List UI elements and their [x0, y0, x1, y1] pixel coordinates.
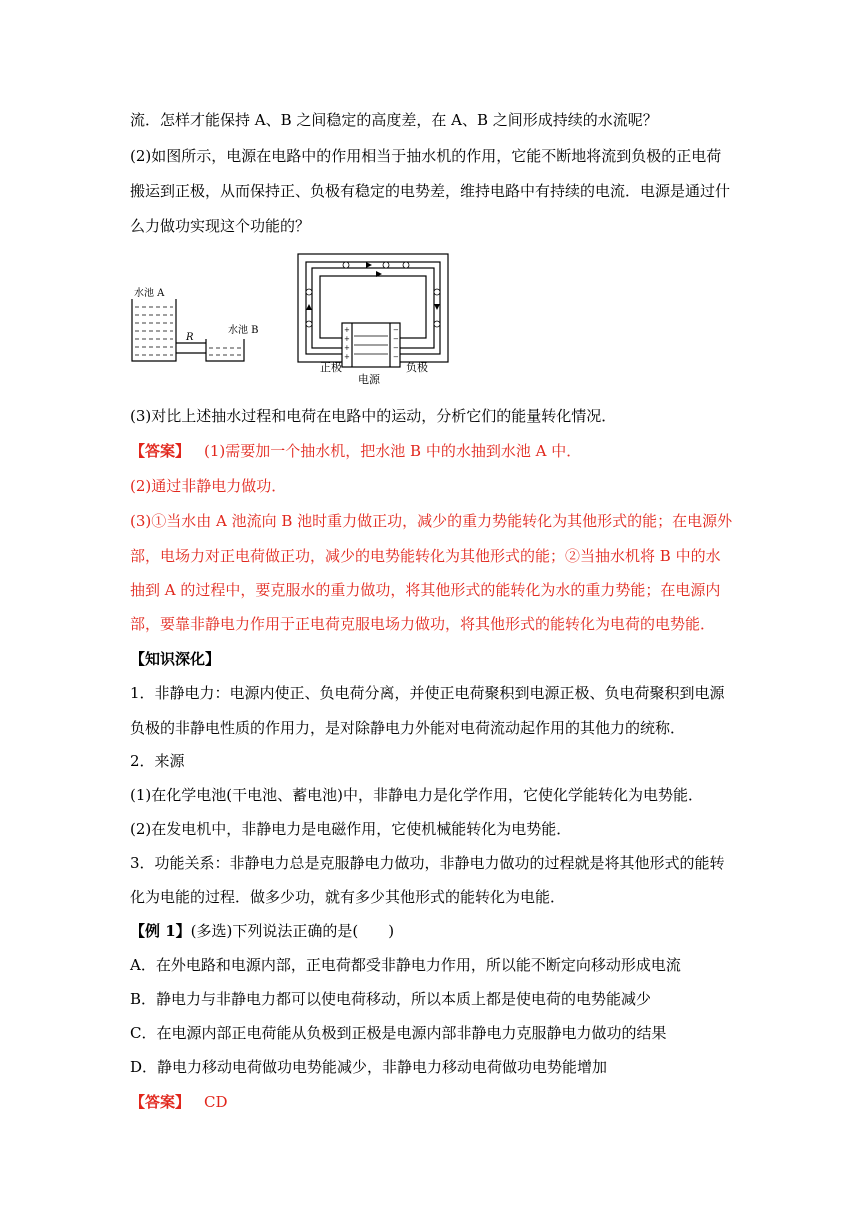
svg-text:+: +	[344, 326, 350, 334]
pipe-label: R	[186, 332, 194, 343]
example-answer-line	[130, 1092, 740, 1112]
question-2-line: 搬运到正极，从而保持正、负极有稳定的电势差，维持电路中有持续的电流．电源是通过什	[130, 182, 731, 200]
option-d: D．静电力移动电荷做功电势能减少，非静电力移动电荷做功电势能增加	[130, 1058, 608, 1076]
svg-text:−: −	[393, 335, 399, 343]
example-stem: (多选)下列说法正确的是( )	[190, 922, 395, 940]
pool-b-label: 水池 B	[228, 325, 259, 336]
question-3-line: (3)对比上述抽水过程和电荷在电路中的运动，分析它们的能量转化情况．	[130, 407, 617, 425]
knowledge-item-1-line: 负极的非静电性质的作用力，是对除静电力外能对电荷流动起作用的其他力的统称．	[130, 719, 686, 737]
example-answer-tag: 【答案】	[130, 1093, 191, 1111]
svg-text:−: −	[393, 326, 399, 334]
svg-text:+: +	[344, 353, 350, 361]
knowledge-item-3-line: 3．功能关系：非静电力总是克服静电力做功，非静电力做功的过程就是将其他形式的能转	[130, 854, 725, 872]
knowledge-item-2-1: (1)在化学电池(干电池、蓄电池)中，非静电力是化学作用，它使化学能转化为电势能．	[130, 786, 703, 804]
intro-line: 流．怎样才能保持 A、B 之间稳定的高度差，在 A、B 之间形成持续的水流呢？	[130, 111, 658, 129]
power-source-label: 电源	[358, 373, 380, 386]
answer-part-2: (2)通过非静电力做功．	[130, 477, 287, 495]
knowledge-item-1-line: 1．非静电力：电源内使正、负电荷分离，并使正电荷聚积到电源正极、负电荷聚积到电源	[130, 684, 725, 702]
option-b: B．静电力与非静电力都可以使电荷移动，所以本质上都是使电荷的电势能减少	[130, 990, 652, 1008]
answer-part-3-line: 抽到 A 的过程中，要克服水的重力做功，将其他形式的能转化为水的重力势能；在电源内	[130, 581, 721, 599]
positive-terminal-label: 正极	[320, 361, 342, 374]
svg-text:−: −	[393, 344, 399, 352]
question-2-line: (2)如图所示，电源在电路中的作用相当于抽水机的作用，它能不断地将流到负极的正电荷	[130, 147, 722, 165]
answer-part-3-line: 部，要靠非静电力作用于正电荷克服电场力做功，将其他形式的能转化为电荷的电势能．	[130, 615, 716, 633]
knowledge-item-2-2: (2)在发电机中，非静电力是电磁作用，它使机械能转化为电势能．	[130, 820, 572, 838]
pool-a-label: 水池 A	[134, 288, 165, 299]
svg-text:+: +	[344, 344, 350, 352]
svg-text:−: −	[393, 353, 399, 361]
knowledge-item-2: 2．来源	[130, 752, 185, 770]
negative-terminal-label: 负极	[406, 361, 428, 374]
question-2-line: 么力做功实现这个功能的？	[130, 217, 311, 235]
knowledge-item-3-line: 化为电能的过程．做多少功，就有多少其他形式的能转化为电能．	[130, 888, 566, 906]
answer-part-1: (1)需要加一个抽水机，把水池 B 中的水抽到水池 A 中．	[204, 442, 582, 460]
circuit-figure	[296, 252, 456, 387]
svg-text:+: +	[344, 335, 350, 343]
option-c: C．在电源内部正电荷能从负极到正极是电源内部非静电力克服静电力做功的结果	[130, 1024, 667, 1042]
example-tag: 【例 1】	[130, 922, 191, 940]
answer-tag: 【答案】	[130, 442, 191, 460]
example-answer-value: CD	[204, 1093, 228, 1111]
answer-line	[130, 441, 740, 461]
answer-part-3-line: (3)①当水由 A 池流向 B 池时重力做正功，减少的重力势能转化为其他形式的能；在电源外	[130, 512, 733, 530]
answer-part-3-line: 部，电场力对正电荷做正功，减少的电势能转化为其他形式的能；②当抽水机将 B 中的水	[130, 547, 721, 565]
example-stem-line	[130, 921, 740, 941]
knowledge-heading: 【知识深化】	[130, 650, 221, 668]
water-pool-figure	[128, 285, 278, 375]
option-a: A．在外电路和电源内部，正电荷都受非静电力作用，所以能不断定向移动形成电流	[130, 956, 681, 974]
